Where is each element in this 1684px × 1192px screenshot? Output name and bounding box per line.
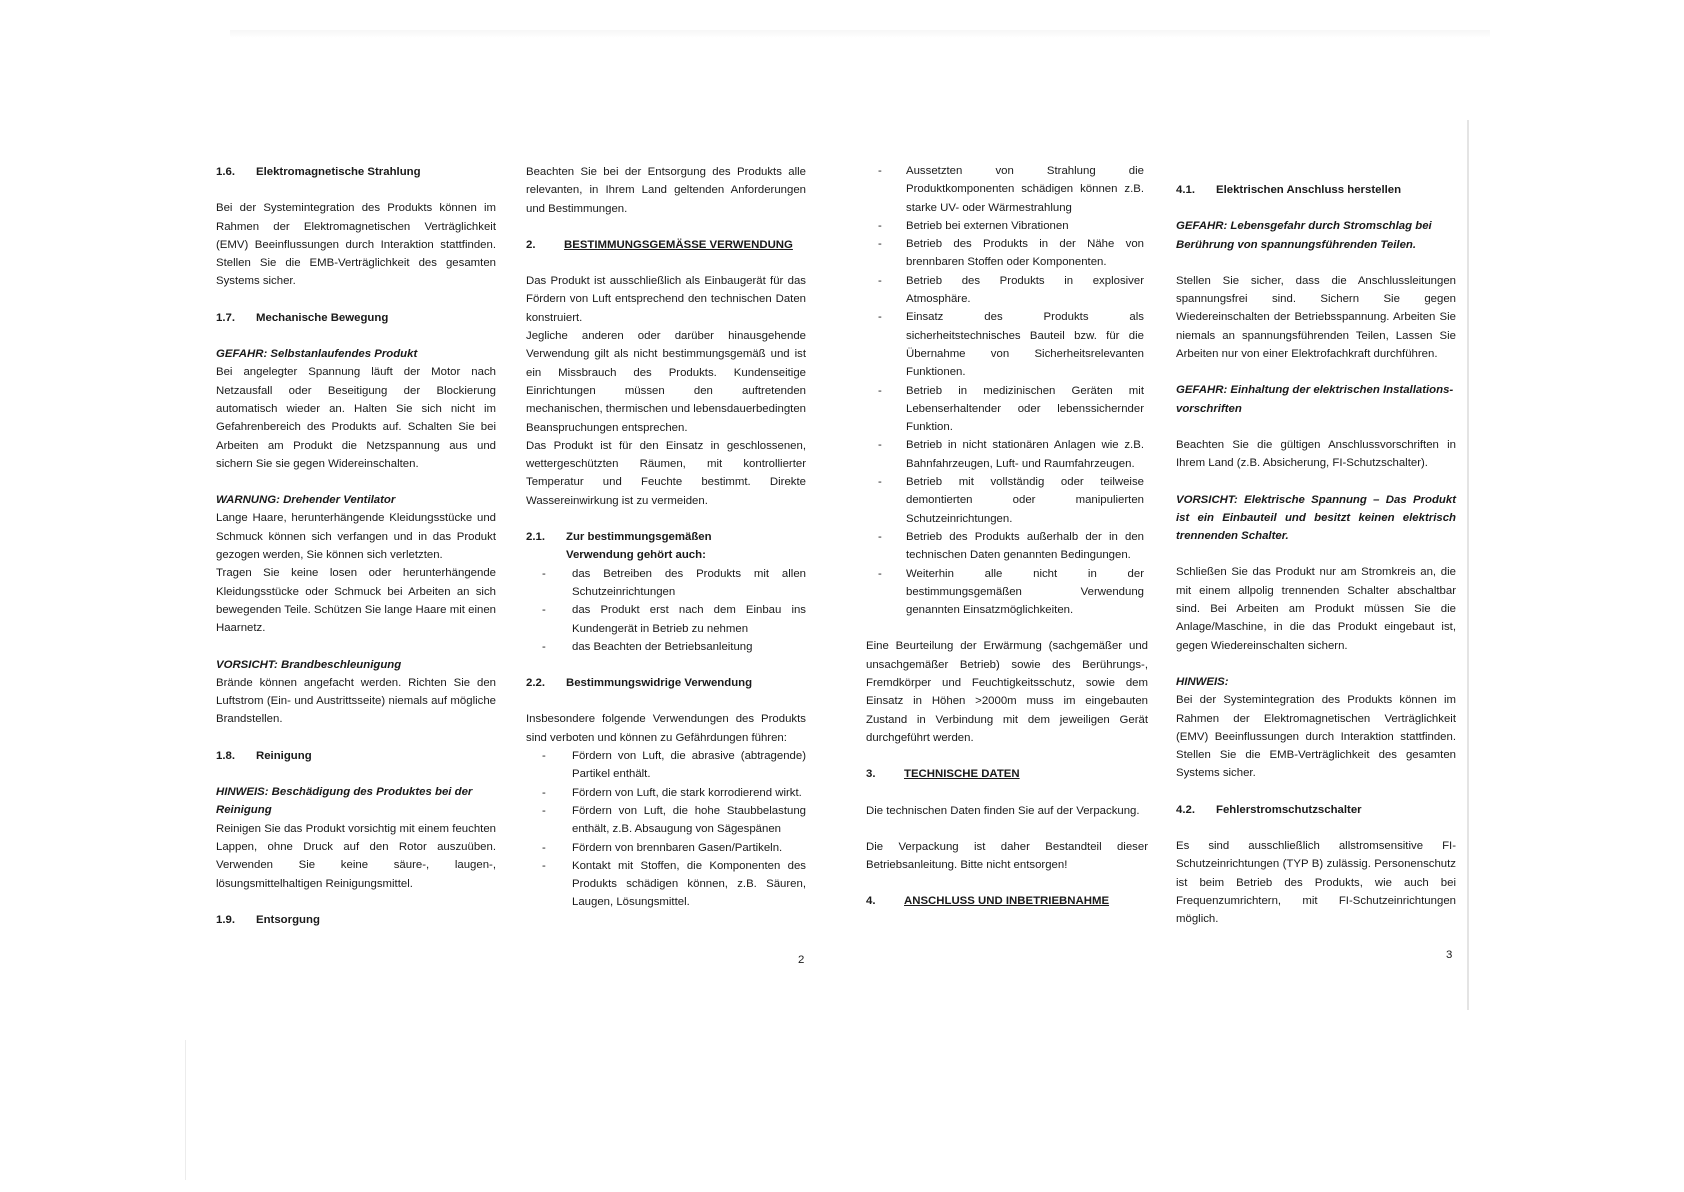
section-heading-1-9: 1.9. Entsorgung bbox=[216, 913, 320, 926]
list-prohibited-uses bbox=[866, 162, 1144, 619]
list-item: - Betrieb des Produkts in der Nähe von brennbaren Stoffen oder Komponenten. bbox=[866, 235, 1144, 272]
note-text: Reinigen Sie das Produkt vorsichtig mit einem feuchten Lappen, ohne Druck auf den Rotor auszuüben. Verwenden Sie keine säure-, laugen-, lösungsmittelhaltigen Reinigungsmittel. bbox=[216, 822, 496, 890]
list-item: - Betrieb bei externen Vibrationen bbox=[866, 217, 1144, 235]
list-item: - Fördern von Luft, die abrasive (abtragende) Partikel enthält. bbox=[526, 747, 806, 784]
warning-label: WARNUNG: Drehender Ventilator bbox=[216, 494, 396, 507]
section-heading-4: 4. ANSCHLUSS UND INBETRIEBNAHME bbox=[866, 895, 1110, 908]
column-3 bbox=[866, 162, 1148, 911]
warning-text-2: Tragen Sie keine losen oder herunterhängende Kleidungsstücke oder Schmuck bei Arbeiten an sich bewegenden Teile. Schützen Sie lange Haare mit einen Haarnetz. bbox=[216, 567, 496, 635]
column-2 bbox=[526, 163, 806, 912]
section-heading-1-6: 1.6. Elektromagnetische Strahlung bbox=[216, 166, 421, 178]
list-item: - Betrieb in nicht stationären Anlagen wie z.B. Bahnfahrzeugen, Luft- und Raumfahrzeugen. bbox=[866, 436, 1144, 473]
list-item: - Fördern von brennbaren Gasen/Partikeln. bbox=[526, 839, 806, 857]
list-item: - Fördern von Luft, die stark korrodierend wirkt. bbox=[526, 784, 806, 802]
section-text-2c: Das Produkt ist für den Einsatz in geschlossenen, wettergeschützten Räumen, mit kontrollierter Temperatur und Feuchte bestimmt. Direkte Wassereinwirkung ist zu vermeiden. bbox=[526, 439, 806, 507]
note-label: HINWEIS: bbox=[1176, 675, 1229, 688]
page-number-right: 3 bbox=[1446, 949, 1453, 961]
danger-label: GEFAHR: Lebensgefahr durch Stromschlag bei Berührung von spannungsführenden Teilen. bbox=[1176, 220, 1432, 251]
section-heading-4-1: 4.1. Elektrischen Anschluss herstellen bbox=[1176, 184, 1402, 196]
danger-text: Stellen Sie sicher, dass die Anschlussleitungen spannungsfrei sind. Sichern Sie gegen Wiedereinschalten der Betriebsspannung. Arbeiten Sie niemals an spannungsführenden Teilen, Lassen Sie Arbeiten nur von einer Elektrofachkraft durchführen. bbox=[1176, 274, 1456, 361]
scan-page-edge-left bbox=[185, 1040, 186, 1180]
section-text-2a: Das Produkt ist ausschließlich als Einbaugerät für das Fördern von Luft entsprechend den technischen Daten konstruiert. bbox=[526, 275, 806, 324]
list-item: - Aussetzten von Strahlung die Produktkomponenten schädigen können z.B. starke UV- oder Wärmestrahlung bbox=[866, 162, 1144, 217]
section-heading-2-1: 2.1. Zur bestimmungsgemäßen Verwendung gehört auch: bbox=[526, 531, 712, 562]
page-number-left: 2 bbox=[798, 954, 805, 966]
section-text-4-2: Es sind ausschließlich allstromsensitive FI-Schutzeinrichtungen (TYP B) zulässig. Personenschutz ist beim Betrieb des Produkts, wie auch bei Frequenzumrichtern, mit FI-Schutzeinrichtungen möglich. bbox=[1176, 840, 1456, 926]
assessment-text: Eine Beurteilung der Erwärmung (sachgemäßer und unsachgemäßer Betrieb) sowie des Berührungs-, Fremdkörper und Feuchtigkeitsschutz, sowie dem Einsatz in Höhen >2000m muss im eingebauten Zustand in Verbindung mit dem jeweiligen Gerät durchgeführt werden. bbox=[866, 640, 1148, 744]
list-item: - Kontakt mit Stoffen, die Komponenten des Produkts schädigen können, z.B. Säuren, Laugen, Lösungsmittel. bbox=[526, 857, 806, 912]
section-text-1-6: Bei der Systemintegration des Produkts können im Rahmen der Elektromagnetischen Verträglichkeit (EMV) Beeinflussungen durch Interaktion stattfinden. Stellen Sie die EMB-Verträglichkeit des gesamten Systems sicher. bbox=[216, 202, 496, 288]
section-text-3b: Die Verpackung ist daher Bestandteil dieser Betriebsanleitung. Bitte nicht entsorgen! bbox=[866, 840, 1148, 872]
list-item: - das Betreiben des Produkts mit allen Schutzeinrichtungen bbox=[526, 565, 806, 602]
warning-text: Lange Haare, herunterhängende Kleidungsstücke und Schmuck können sich verfangen und in das Produkt gezogen werden, Sie können sich verletzten. bbox=[216, 512, 496, 562]
danger-text: Bei angelegter Spannung läuft der Motor nach Netzausfall oder Beseitigung der Blockierung automatisch wieder an. Halten Sie sich nicht im Gefahrenbereich des Produkts auf. Schalten Sie bei Arbeiten am Produkt die Netzspannung aus und sichern Sie sie gegen Widereinschalten. bbox=[216, 366, 496, 470]
caution-text: Brände können angefacht werden. Richten Sie den Luftstrom (Ein- und Austrittsseite) niemals auf mögliche Brandstellen. bbox=[216, 676, 496, 726]
section-heading-1-8: 1.8. Reinigung bbox=[216, 749, 312, 762]
list-item: - Betrieb in medizinischen Geräten mit Lebenserhaltender oder lebenssichernder Funktion. bbox=[866, 382, 1144, 437]
danger-label: GEFAHR: Selbstanlaufendes Produkt bbox=[216, 348, 418, 361]
caution-label: VORSICHT: Elektrische Spannung – Das Produkt ist ein Einbauteil und besitzt keinen elektrisch trennenden Schalter. bbox=[1176, 493, 1456, 543]
column-1 bbox=[216, 163, 496, 929]
section-heading-4-2: 4.2. Fehlerstromschutzschalter bbox=[1176, 803, 1362, 816]
list-item: - Betrieb des Produkts in explosiver Atmosphäre. bbox=[866, 272, 1144, 309]
list-item: - Fördern von Luft, die hohe Staubbelastung enthält, z.B. Absaugung von Sägespänen bbox=[526, 802, 806, 839]
scan-page-edge bbox=[1467, 120, 1469, 1010]
section-text-3a: Die technischen Daten finden Sie auf der Verpackung. bbox=[866, 804, 1140, 817]
section-heading-2-2: 2.2. Bestimmungswidrige Verwendung bbox=[526, 677, 753, 690]
list-2-1 bbox=[526, 565, 806, 656]
list-item: - das Produkt erst nach dem Einbau ins Kundengerät in Betrieb zu nehmen bbox=[526, 601, 806, 638]
danger-label-2: GEFAHR: Einhaltung der elektrischen Installations-vorschriften bbox=[1176, 384, 1454, 415]
note-label: HINWEIS: Beschädigung des Produktes bei der Reinigung bbox=[216, 786, 473, 817]
column-4 bbox=[1176, 181, 1456, 929]
note-text: Bei der Systemintegration des Produkts können im Rahmen der Elektromagnetischen Verträglichkeit (EMV) Beeinflussungen durch Interaktion stattfinden. Stellen Sie die EMB-Verträglichkeit des gesamten Systems sicher. bbox=[1176, 694, 1456, 780]
scan-shadow-top bbox=[230, 30, 1490, 38]
section-heading-3: 3. TECHNISCHE DATEN bbox=[866, 768, 1020, 781]
section-text-2b: Jegliche anderen oder darüber hinausgehende Verwendung gilt als nicht bestimmungsgemäß und ist ein Missbrauch des Produkts. Kundenseitige Einrichtungen müssen den auftretenden mechanischen, thermischen und lebensdauerbedingten Beanspruchungen entsprechen. bbox=[526, 330, 806, 434]
list-2-2 bbox=[526, 747, 806, 912]
list-item: - Weiterhin alle nicht in der bestimmungsgemäßen Verwendung genannten Einsatzmöglichkeiten. bbox=[866, 565, 1144, 620]
list-item: - das Beachten der Betriebsanleitung bbox=[526, 638, 806, 656]
section-text-2-2: Insbesondere folgende Verwendungen des Produkts sind verboten und können zu Gefährdungen führen: bbox=[526, 713, 806, 744]
danger-text-2: Beachten Sie die gültigen Anschlussvorschriften in Ihrem Land (z.B. Absicherung, FI-Schutzschalter). bbox=[1176, 438, 1456, 470]
list-item: - Einsatz des Produkts als sicherheitstechnisches Bauteil bzw. für die Übernahme von Sicherheitsrelevanten Funktionen. bbox=[866, 308, 1144, 381]
caution-label: VORSICHT: Brandbeschleunigung bbox=[216, 658, 402, 671]
section-heading-2: 2. BESTIMMUNGSGEMÄSSE VERWENDUNG bbox=[526, 238, 793, 251]
list-item: - Betrieb mit vollständig oder teilweise demontierten oder manipulierten Schutzeinrichtungen. bbox=[866, 473, 1144, 528]
list-item: - Betrieb des Produkts außerhalb der in den technischen Daten genannten Bedingungen. bbox=[866, 528, 1144, 565]
caution-text: Schließen Sie das Produkt nur am Stromkreis an, die mit einem allpolig trennenden Schalter abschaltbar sind. Bei Arbeiten am Produkt müssen Sie die Anlage/Maschine, in die das Produkt eingebaut ist, gegen Wiedereinschalten sichern. bbox=[1176, 566, 1456, 652]
section-heading-1-7: 1.7. Mechanische Bewegung bbox=[216, 311, 389, 324]
disposal-text: Beachten Sie bei der Entsorgung des Produkts alle relevanten, in Ihrem Land geltenden Anforderungen und Bestimmungen. bbox=[526, 166, 806, 215]
